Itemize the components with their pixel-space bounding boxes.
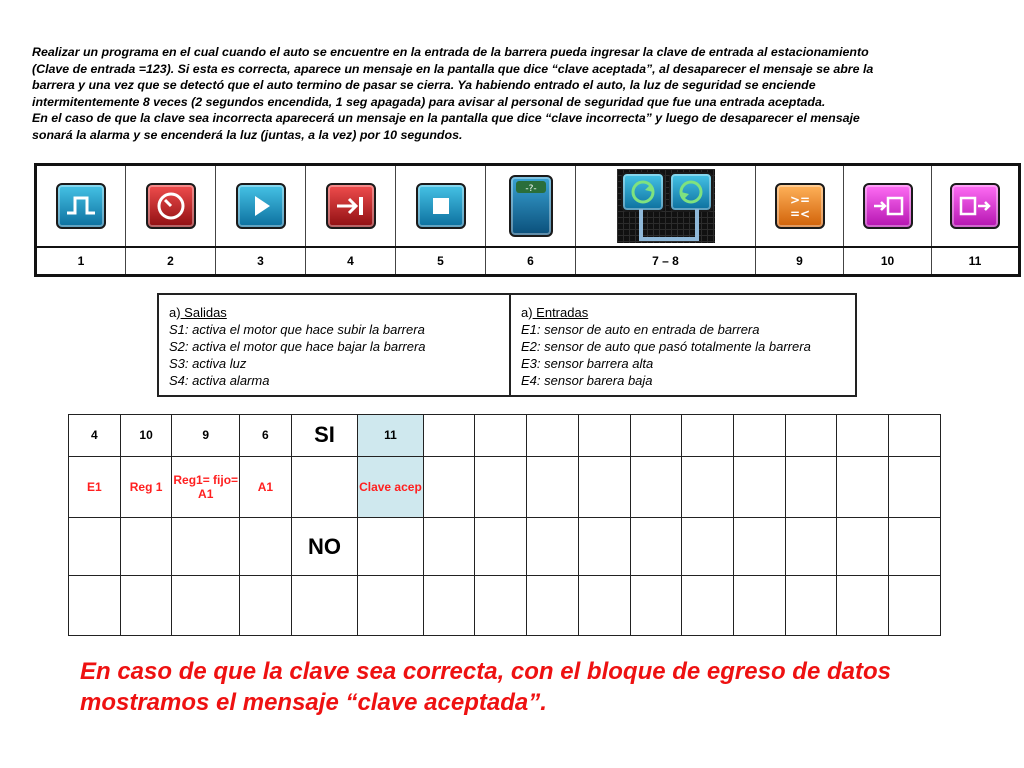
grid-cell xyxy=(69,518,121,576)
input-item: E3: sensor barrera alta xyxy=(521,356,654,371)
grid-cell xyxy=(578,576,630,636)
block-number: 4 xyxy=(306,247,396,276)
stop-icon xyxy=(416,183,466,229)
pulse-output-icon xyxy=(56,183,106,229)
grid-cell xyxy=(682,518,734,576)
grid-cell xyxy=(785,456,837,518)
icon-cell-3 xyxy=(216,165,306,248)
input-item: E2: sensor de auto que pasó totalmente la barrera xyxy=(521,339,811,354)
svg-text:-?-: -?- xyxy=(524,184,537,194)
output-item: S3: activa luz xyxy=(169,356,247,371)
grid-cell xyxy=(889,518,941,576)
svg-text:=<: =< xyxy=(789,207,810,221)
data-output-icon xyxy=(950,183,1000,229)
svg-text:>=: >= xyxy=(789,193,810,207)
grid-cell xyxy=(630,576,682,636)
outputs-prefix: a) xyxy=(169,305,181,320)
footer-note xyxy=(80,656,980,718)
variable-icon xyxy=(509,175,553,237)
grid-cell xyxy=(837,456,889,518)
grid-cell xyxy=(172,518,240,576)
grid-cell xyxy=(240,518,292,576)
grid-cell-highlight: 11 xyxy=(358,415,423,457)
inputs-column xyxy=(511,295,821,395)
inputs-title: Entradas xyxy=(532,305,589,320)
grid-cell xyxy=(120,518,172,576)
output-item: S1: activa el motor que hace subir la barrera xyxy=(169,322,425,337)
block-number: 1 xyxy=(36,247,126,276)
outputs-title: Salidas xyxy=(180,305,227,320)
input-item: E1: sensor de auto en entrada de barrera xyxy=(521,322,760,337)
grid-cell xyxy=(578,518,630,576)
output-item: S2: activa el motor que hace bajar la barrera xyxy=(169,339,426,354)
grid-cell xyxy=(889,456,941,518)
grid-cell: Reg 1 xyxy=(120,456,172,518)
instructions-line: En el caso de que la clave sea incorrecta aparecerá un mensaje en la pantalla que dice “clave incorrecta” y luego de desaparecer el mensaje xyxy=(32,111,860,126)
inputs-heading xyxy=(521,304,811,321)
grid-cell xyxy=(785,415,837,457)
data-input-icon xyxy=(863,183,913,229)
grid-cell xyxy=(120,576,172,636)
block-number: 3 xyxy=(216,247,306,276)
icon-cell-2 xyxy=(126,165,216,248)
si-label: SI xyxy=(291,415,358,457)
footer-line: En caso de que la clave sea correcta, con el bloque de egreso de datos xyxy=(80,658,891,685)
grid-cell xyxy=(475,518,527,576)
block-number: 7 – 8 xyxy=(576,247,756,276)
output-item: S4: activa alarma xyxy=(169,373,270,388)
loop-icon xyxy=(621,172,665,212)
block-number: 9 xyxy=(756,247,844,276)
grid-cell xyxy=(527,518,579,576)
timer-icon xyxy=(146,183,196,229)
grid-cell xyxy=(358,518,423,576)
grid-cell xyxy=(682,456,734,518)
instructions-line: sonará la alarma y se encenderá la luz (juntas, a la vez) por 10 segundos. xyxy=(32,127,463,142)
grid-cell xyxy=(423,415,475,457)
play-icon xyxy=(236,183,286,229)
grid-cell xyxy=(630,415,682,457)
block-number: 5 xyxy=(396,247,486,276)
program-grid xyxy=(68,414,941,636)
block-number: 11 xyxy=(932,247,1020,276)
instructions-line: Realizar un programa en el cual cuando el auto se encuentre en la entrada de la barrera pueda ingresar la clave de entrada al estacionamiento xyxy=(32,45,869,59)
grid-cell xyxy=(475,576,527,636)
compare-icon xyxy=(775,183,825,229)
grid-cell xyxy=(291,456,358,518)
grid-cell: 9 xyxy=(172,415,240,457)
grid-cell xyxy=(889,576,941,636)
grid-cell xyxy=(358,576,423,636)
grid-cell xyxy=(240,576,292,636)
grid-cell xyxy=(291,576,358,636)
grid-cell xyxy=(475,456,527,518)
loop-connector xyxy=(639,209,699,241)
grid-cell xyxy=(733,415,785,457)
icon-cell-11 xyxy=(932,165,1020,248)
grid-cell xyxy=(733,456,785,518)
grid-cell: Reg1= fijo= A1 xyxy=(172,456,240,518)
instructions-line: (Clave de entrada =123). Si esta es correcta, aparece un mensaje en la pantalla que dice “clave aceptada”, al desaparecer el mensaje se abre la xyxy=(32,61,874,76)
grid-cell: 10 xyxy=(120,415,172,457)
block-number: 6 xyxy=(486,247,576,276)
icon-cell-9 xyxy=(756,165,844,248)
block-number: 2 xyxy=(126,247,216,276)
outputs-column xyxy=(159,295,511,395)
grid-cell xyxy=(733,518,785,576)
grid-cell xyxy=(889,415,941,457)
icon-cell-7-8 xyxy=(576,165,756,248)
grid-cell xyxy=(682,576,734,636)
grid-cell-highlight: Clave acep xyxy=(358,456,423,518)
jump-icon xyxy=(326,183,376,229)
grid-cell xyxy=(172,576,240,636)
grid-cell xyxy=(423,518,475,576)
input-item: E4: sensor barera baja xyxy=(521,373,653,388)
icon-cell-10 xyxy=(844,165,932,248)
grid-cell xyxy=(475,415,527,457)
grid-cell xyxy=(630,456,682,518)
grid-cell xyxy=(630,518,682,576)
grid-cell: E1 xyxy=(69,456,121,518)
grid-cell xyxy=(578,456,630,518)
icon-cell-4 xyxy=(306,165,396,248)
inputs-prefix: a) xyxy=(521,305,533,320)
grid-cell xyxy=(527,415,579,457)
grid-cell xyxy=(69,576,121,636)
loop-end-icon xyxy=(669,172,713,212)
icon-cell-1 xyxy=(36,165,126,248)
grid-cell: 6 xyxy=(240,415,292,457)
grid-cell: A1 xyxy=(240,456,292,518)
grid-cell xyxy=(785,576,837,636)
grid-cell xyxy=(837,415,889,457)
io-definitions-box xyxy=(157,293,857,397)
footer-line: mostramos el mensaje “clave aceptada”. xyxy=(80,689,547,716)
no-label: NO xyxy=(291,518,358,576)
block-number: 10 xyxy=(844,247,932,276)
grid-cell xyxy=(578,415,630,457)
block-icon-table xyxy=(34,163,1021,277)
grid-cell xyxy=(527,576,579,636)
icon-cell-6 xyxy=(486,165,576,248)
instructions-line: barrera y una vez que se detectó que el auto termino de pasar se cierra. Ya habiendo entrado el auto, la luz de seguridad se enciende xyxy=(32,78,816,93)
icon-cell-5 xyxy=(396,165,486,248)
grid-cell: 4 xyxy=(69,415,121,457)
grid-cell xyxy=(682,415,734,457)
grid-cell xyxy=(527,456,579,518)
loop-block xyxy=(617,169,715,243)
grid-cell xyxy=(423,456,475,518)
grid-cell xyxy=(785,518,837,576)
grid-cell xyxy=(733,576,785,636)
grid-cell xyxy=(837,518,889,576)
instructions-line: intermitentemente 8 veces (2 segundos encendida, 1 seg apagada) para avisar al personal de seguridad que fue una entrada aceptada. xyxy=(32,94,826,109)
instructions-text xyxy=(32,44,997,144)
grid-cell xyxy=(423,576,475,636)
outputs-heading xyxy=(169,304,499,321)
grid-cell xyxy=(837,576,889,636)
